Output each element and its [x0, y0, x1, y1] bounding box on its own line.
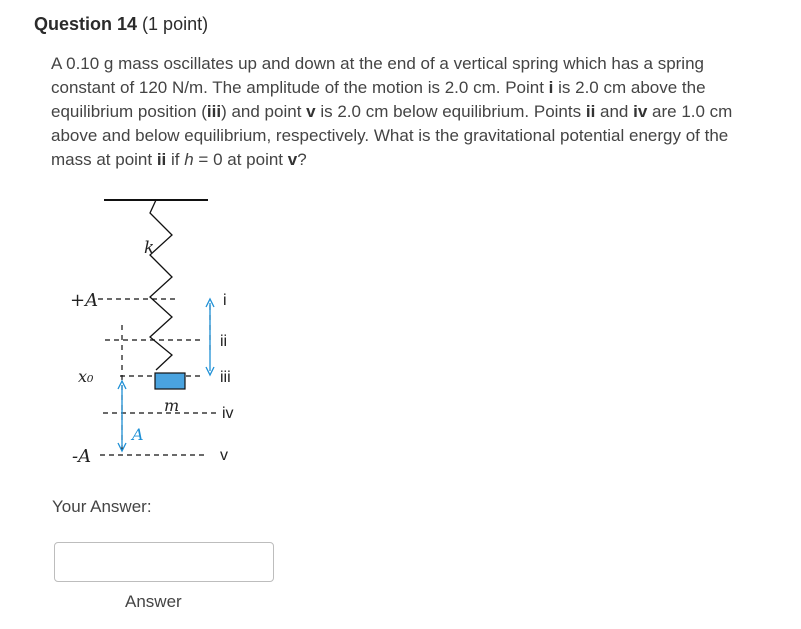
- point-label-iv: iv: [222, 405, 234, 422]
- spring-label: k: [144, 238, 155, 258]
- point-label-i: i: [223, 292, 227, 309]
- question-text-part: are 1.0 cm above and below equilibrium, respectively. What is the gravitational potential energy of the mass at point: [51, 102, 733, 169]
- point-label-ii: ii: [220, 333, 228, 350]
- point-label-iii: iii: [220, 369, 231, 386]
- mass-label: m: [164, 396, 180, 415]
- question-text-part: is 2.0 cm above the equilibrium position (: [51, 78, 706, 121]
- question-text-part: is 2.0 cm below equilibrium. Points: [315, 102, 586, 121]
- point-label-v: v: [220, 447, 228, 464]
- point-ref: ii: [585, 102, 596, 121]
- question-text-part: if: [166, 150, 185, 169]
- point-ref: iii: [206, 102, 222, 121]
- question-text-part: ?: [297, 150, 307, 169]
- question-text: [51, 52, 771, 172]
- amplitude-label: A: [132, 425, 144, 444]
- question-text-part: and: [595, 102, 634, 121]
- spring: [150, 200, 172, 370]
- variable-h: h: [184, 150, 194, 169]
- answer-caption: Answer: [125, 592, 182, 611]
- question-title: [34, 14, 208, 35]
- point-ref: ii: [156, 150, 167, 169]
- question-number: Question 14: [34, 14, 138, 34]
- question-text-part: A 0.10 g mass oscillates up and down at the end of a vertical spring which has a spring constant of 120 N/m. The amplitude of the motion is 2.0 cm. Point: [51, 54, 704, 97]
- spring-diagram: [60, 185, 250, 475]
- point-ref: v: [306, 102, 316, 121]
- label-minus-a: -A: [72, 446, 92, 467]
- answer-input[interactable]: [54, 542, 274, 582]
- point-ref: v: [287, 150, 298, 169]
- point-ref: iv: [633, 102, 648, 121]
- label-plus-a: +A: [70, 290, 99, 311]
- point-ref: i: [548, 78, 554, 97]
- answer-prompt: Your Answer:: [52, 497, 152, 516]
- mass-block: [155, 373, 185, 389]
- label-x0: x₀: [78, 367, 94, 386]
- question-text-part: = 0 at point: [193, 150, 288, 169]
- question-points: (1 point): [142, 14, 209, 34]
- question-text-part: ) and point: [221, 102, 307, 121]
